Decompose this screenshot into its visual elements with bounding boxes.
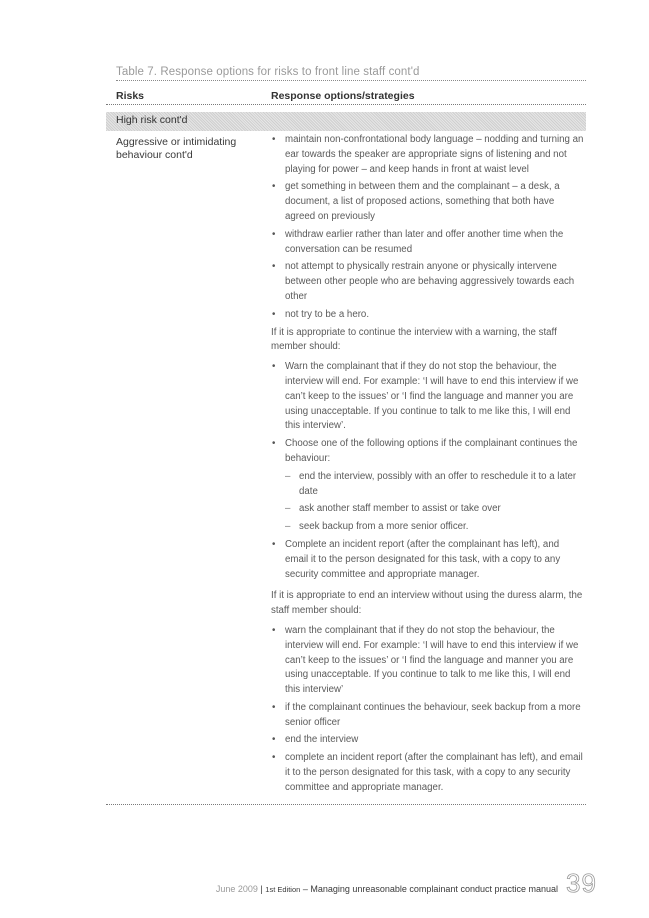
table-caption: Table 7. Response options for risks to front line staff cont'd [116,66,586,81]
risk-level-label: High risk cont'd [116,114,188,126]
list-item: • not try to be a hero. [271,308,584,323]
sub-list-item: – seek backup from a more senior officer. [271,520,584,535]
risk-level-band [106,112,586,131]
bullet-list-3 [271,624,584,796]
response-cell [271,133,584,799]
list-item: • warn the complainant that if they do not stop the behaviour, the interview will end. For example: ‘I will have to end this interview if we can’t keep to the issues’ or ‘I find the language and manner you are using unacceptable. If you continue to talk to me like this, I will end this interview’ [271,624,584,698]
column-header-response: Response options/strategies [271,90,415,102]
list-item: • withdraw earlier rather than later and offer another time when the conversation can be resumed [271,228,584,258]
list-item: • end the interview [271,733,584,748]
paragraph-warning-intro: If it is appropriate to continue the interview with a warning, the staff member should: [271,326,557,353]
list-item: • if the complainant continues the behaviour, seek backup from a more senior officer [271,701,584,731]
header-divider [106,104,586,105]
bullet-list-1 [271,133,584,323]
page-number: 39 [566,868,597,898]
sub-list-item: – ask another staff member to assist or take over [271,502,584,517]
list-item: • maintain non-confrontational body language – nodding and turning an ear towards the speaker are appropriate signs of listening and not playing for power – and keep hands in front at waist level [271,133,584,177]
paragraph-end-intro: If it is appropriate to end an interview without using the duress alarm, the staff member should: [271,590,583,617]
footer-edition: 1st Edition [265,885,301,894]
table-bottom-divider [106,804,586,805]
bullet-list-2 [271,360,584,582]
list-item: • get something in between them and the complainant – a desk, a document, a list of proposed actions, something that both have agreed on previously [271,180,584,224]
list-item: • not attempt to physically restrain anyone or physically intervene between other people who are behaving aggressively towards each other [271,260,584,304]
sub-list-item: – end the interview, possibly with an offer to reschedule it to a later date [271,470,584,500]
risk-name: Aggressive or intimidating behaviour cont'd [116,136,237,161]
column-header-risks: Risks [116,90,145,102]
footer-title: – Managing unreasonable complainant conduct practice manual [302,884,558,894]
list-item: • Choose one of the following options if the complainant continues the behaviour: [271,437,584,467]
list-item: • Complete an incident report (after the complainant has left), and email it to the person designated for this task, with a copy to any security committee and appropriate manager. [271,538,584,582]
footer-separator: | [260,884,263,894]
page-footer [0,884,558,894]
footer-date: June 2009 [215,884,258,894]
list-item: • Warn the complainant that if they do not stop the behaviour, the interview will end. For example: ‘I will have to end this interview if we can’t keep to the issues’ or ‘I find the language and manner you are using unacceptable. If you continue to talk to me like this, I will end this interview’. [271,360,584,434]
list-item: • complete an incident report (after the complainant has left), and email it to the person designated for this task, with a copy to any security committee and appropriate manager. [271,751,584,795]
